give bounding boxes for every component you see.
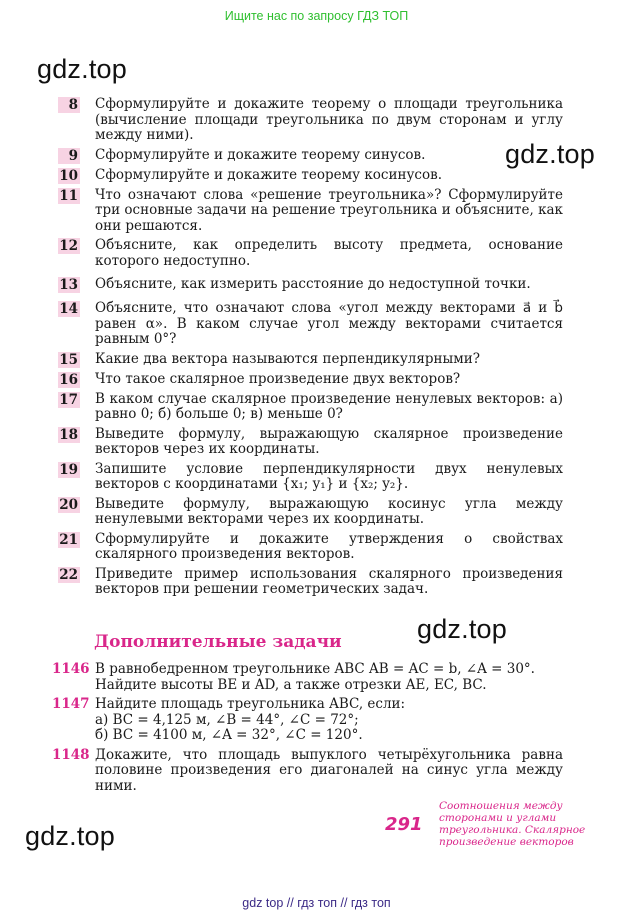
question-item [58, 392, 563, 423]
question-number: 13 [59, 277, 78, 293]
question-item [58, 372, 563, 388]
question-item [58, 532, 563, 563]
question-item [58, 567, 563, 598]
problem-line: б) BC = 4100 м, ∠A = 32°, ∠C = 120°. [95, 727, 363, 743]
section-title: Дополнительные задачи [94, 632, 342, 652]
question-number: 9 [58, 148, 80, 164]
running-head-line: произведение векторов [439, 836, 574, 848]
question-number: 19 [59, 461, 78, 478]
question-item [58, 238, 563, 269]
question-text: Объясните, как измерить расстояние до недоступной точки. [95, 276, 531, 292]
top-banner[interactable]: Ищите нас по запросу ГДЗ ТОП [224, 9, 409, 23]
question-item [58, 301, 563, 348]
problem-line: Докажите, что площадь выпуклого четырёхугольника равна половине произведения его диагоналей на синус угла между ними. [95, 746, 563, 794]
question-number: 10 [59, 167, 78, 184]
question-text: Какие два вектора называются перпендикулярными? [95, 350, 480, 367]
question-number: 21 [59, 531, 78, 548]
watermark: gdz.top [25, 821, 115, 851]
question-item [58, 97, 563, 144]
question-number: 20 [59, 496, 78, 513]
problem-item [52, 697, 563, 744]
problem-text [95, 748, 563, 795]
problems-list [52, 662, 563, 798]
question-item [58, 352, 563, 368]
question-number: 22 [59, 566, 78, 583]
bottom-footer-links[interactable]: gdz top // гдз топ // гдз топ [242, 896, 391, 910]
question-text: Запишите условие перпендикулярности двух ненулевых векторов с координатами {x₁; y₁} и {x₂; y₂}. [95, 460, 563, 492]
question-item [58, 148, 563, 164]
question-number: 11 [59, 187, 78, 204]
question-number: 16 [59, 371, 78, 388]
problem-line: В равнобедренном треугольнике ABC AB = AC = b, ∠A = 30°. [95, 661, 535, 677]
problem-text [95, 697, 563, 744]
problem-number: 1146 [52, 661, 90, 677]
running-head-line: Соотношения между [439, 800, 563, 812]
question-item [58, 427, 563, 458]
problem-item [52, 748, 563, 795]
page-number: 291 [385, 814, 423, 835]
question-text: Приведите пример использования скалярного произведения векторов при решении геометрических задач. [95, 565, 563, 597]
question-text: Что такое скалярное произведение двух векторов? [95, 370, 461, 387]
problem-text [95, 662, 563, 693]
problem-number: 1148 [52, 746, 90, 763]
question-item [58, 188, 563, 235]
running-head [439, 800, 589, 848]
watermark: gdz.top [505, 139, 595, 169]
question-text: Объясните, что означают слова «угол между векторами a⃗ и b⃗ равен α». В каком случае угол между векторами считается равным 0°? [95, 300, 563, 347]
problem-item [52, 662, 563, 693]
question-text: Выведите формулу, выражающую скалярное произведение векторов через их координаты. [95, 425, 563, 457]
problem-line: Найдите площадь треугольника ABC, если: [95, 696, 406, 712]
watermark: gdz.top [417, 614, 507, 644]
question-number: 8 [58, 97, 80, 113]
question-number: 17 [59, 391, 78, 408]
running-head-line: треугольника. Скалярное [439, 824, 586, 836]
question-text: Объясните, как определить высоту предмета, основание которого недоступно. [95, 237, 563, 269]
question-text: Выведите формулу, выражающую косинус угла между ненулевыми векторами через их координаты. [95, 495, 563, 527]
problem-number: 1147 [52, 696, 90, 712]
question-item [58, 462, 563, 493]
question-text: Что означают слова «решение треугольника»? Сформулируйте три основные задачи на решение треугольника и объясните, как они решаются. [95, 186, 563, 234]
running-head-line: сторонами и углами [439, 812, 557, 824]
question-number: 14 [59, 301, 78, 317]
question-number: 12 [59, 238, 78, 254]
problem-line: Найдите высоты BE и AD, а также отрезки AE, EC, BC. [95, 676, 487, 693]
question-number: 15 [59, 351, 78, 368]
question-text: В каком случае скалярное произведение ненулевых векторов: а) равно 0; б) больше 0; в) меньше 0? [95, 390, 563, 422]
question-number: 18 [59, 426, 78, 443]
question-item [58, 168, 563, 184]
question-text: Сформулируйте и докажите теорему косинусов. [95, 166, 442, 183]
question-text: Сформулируйте и докажите теорему о площади треугольника (вычисление площади треугольника по двум сторонам и углу между ними). [95, 96, 563, 143]
question-text: Сформулируйте и докажите теорему синусов. [95, 146, 426, 163]
watermark: gdz.top [37, 54, 127, 84]
question-text: Сформулируйте и докажите утверждения о свойствах скалярного произведения векторов. [95, 530, 563, 562]
review-questions-list [58, 97, 563, 602]
question-item [58, 497, 563, 528]
problem-line: а) BC = 4,125 м, ∠B = 44°, ∠C = 72°; [95, 711, 359, 728]
question-item [58, 277, 563, 293]
